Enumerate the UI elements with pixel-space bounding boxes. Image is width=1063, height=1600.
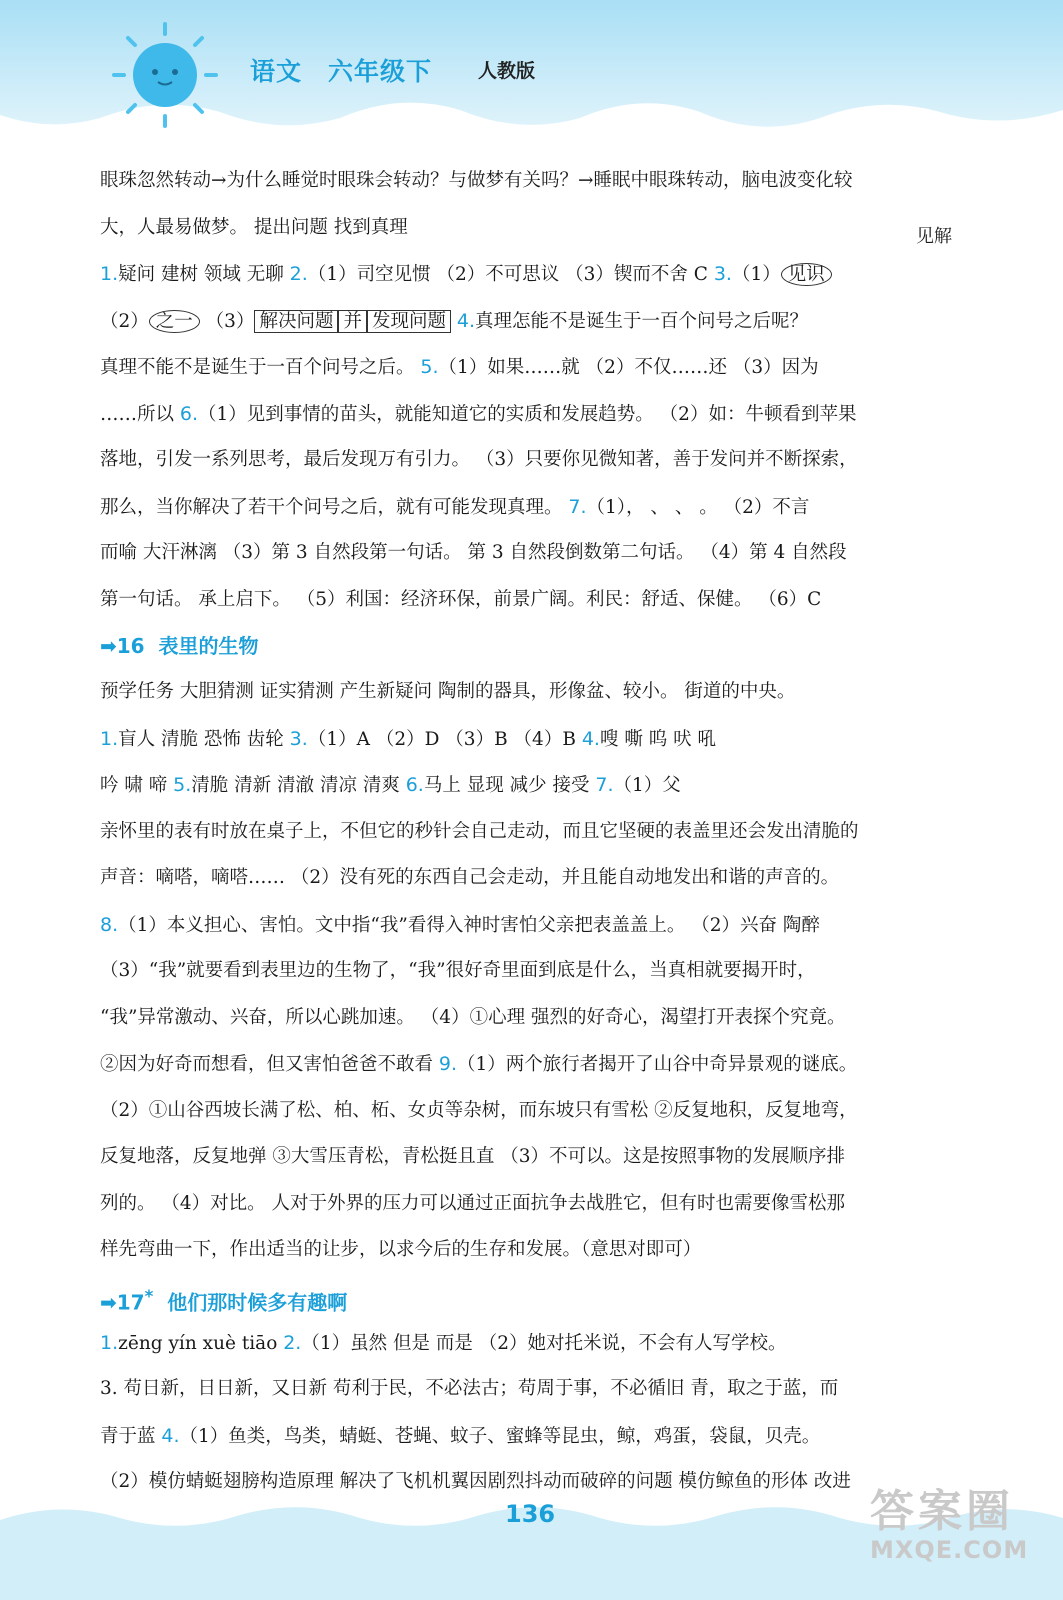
answer-text: 青于蓝 [100, 1425, 162, 1447]
text-line [100, 484, 980, 531]
circled-word: 之一 [149, 310, 200, 333]
section-number: 17 [116, 1290, 145, 1315]
section-heading-17 [100, 1274, 980, 1320]
text-line: （2）①山谷西坡长满了松、柏、柘、女贞等杂树，而东坡只有雪松 ②反复地积，反复地弯， [100, 1099, 858, 1121]
question-number: 1. [100, 1331, 119, 1354]
text-line: 第一句话。 承上启下。 （5）利国：经济环保，前景广阔。利民：舒适、保健。 （6）C [100, 588, 822, 610]
sun-mascot-icon [110, 20, 220, 130]
question-number: 6. [179, 402, 199, 425]
answer-text: 真理怎能不是诞生于一百个问号之后呢？ [475, 310, 809, 332]
answer-text: （1）见到事情的苗头，就能知道它的实质和发展趋势。 （2）如：牛顿看到苹果 [198, 403, 857, 425]
answer-text: 清脆 清新 清澈 清凉 清爽 [191, 775, 406, 796]
text-line: 列的。 （4）对比。 人对于外界的压力可以通过正面抗争去战胜它，但有时也需要像雪松那 [100, 1192, 846, 1214]
boxed-word: 发现问题 [367, 310, 451, 333]
grade-label: 六年级下 [328, 57, 433, 86]
answer-text: 嗖 嘶 呜 吠 吼 [599, 728, 716, 750]
answer-text: （1）司空见惯 （2）不可思议 （3）锲而不舍 C [307, 264, 714, 285]
text-line [100, 902, 980, 949]
text-line: （3）“我”就要看到表里边的生物了，“我”很好奇里面到底是什么，当真相就要揭开时， [100, 960, 816, 981]
text-line: 而喻 大汗淋漓 （3）第 3 自然段第一句话。 第 3 自然段倒数第二句话。 （4）第 4 自然段 [100, 542, 847, 563]
watermark-url: MXQE.COM [870, 1536, 1029, 1564]
question-number: 3. [713, 263, 732, 285]
question-number: 6. [405, 774, 424, 796]
watermark-text: 答案圈 [870, 1486, 1014, 1537]
question-number: 4. [456, 309, 476, 332]
answer-text: （1）A （2）D （3）B （4）B [307, 728, 582, 750]
arrow-icon: ➡ [100, 1290, 117, 1315]
text-line [100, 716, 980, 763]
question-number: 3. [289, 727, 308, 750]
text-line: 大，人最易做梦。 提出问题 找到真理 [100, 216, 408, 238]
answer-text: 真理不能不是诞生于一百个问号之后。 [100, 357, 421, 378]
text-line: 声音：嘀嗒，嘀嗒…… （2）没有死的东西自己会走动，并且能自动地发出和谐的声音的。 [100, 867, 840, 888]
question-number: 1. [100, 727, 119, 750]
text-line: 眼珠忽然转动→为什么睡觉时眼珠会转动？与做梦有关吗？→睡眠中眼珠转动，脑电波变化较 [100, 170, 853, 191]
text-line: 3. 苟日新，日日新，又日新 苟利于民，不必法古；苟周于事，不必循旧 青，取之于蓝，而 [100, 1378, 839, 1399]
book-title [250, 52, 458, 88]
boxed-word: 并 [338, 310, 367, 333]
page-number: 136 [505, 1500, 556, 1528]
star-mark: * [144, 1286, 154, 1306]
question-number: 4. [581, 727, 600, 750]
text-line [100, 1320, 980, 1367]
answer-text: 那么，当你解决了若干个问号之后，就有可能发现真理。 [100, 496, 569, 518]
question-number: 9. [438, 1053, 458, 1075]
answer-text: （3） [199, 310, 255, 332]
text-line: 样先弯曲一下，作出适当的让步，以求今后的生存和发展。（意思对即可） [100, 1239, 702, 1260]
answer-text: ②因为好奇而想看，但又害怕爸爸不敢看 [100, 1054, 439, 1075]
section-title: 他们那时候多有趣啊 [167, 1290, 348, 1315]
question-number: 7. [595, 774, 614, 796]
answer-text: （1）如果……就 （2）不仅……还 （3）因为 [438, 357, 819, 378]
question-number: 5. [420, 356, 439, 378]
section-heading-16 [100, 623, 980, 669]
answer-text: 盲人 清脆 恐怖 齿轮 [118, 728, 290, 750]
edition-label: 人教版 [478, 60, 536, 82]
arrow-icon: ➡ [100, 634, 117, 658]
answer-text: 马上 显现 减少 接受 [423, 775, 596, 796]
text-line [100, 1041, 980, 1088]
circled-word: 见识 [781, 263, 832, 286]
annotation-above-circle: 见解 [916, 226, 952, 247]
section-number: 16 [116, 634, 145, 658]
question-number: 5. [173, 774, 192, 796]
answer-content [100, 158, 980, 1506]
answer-text: （1）本义担心、害怕。文中指“我”看得入神时害怕父亲把表盖盖上。 （2）兴奋 陶醉 [118, 914, 820, 936]
answer-text: zēng yín xuè tiāo [118, 1332, 284, 1354]
watermark [870, 1488, 1028, 1564]
text-line [100, 298, 980, 345]
text-line: “我”异常激动、兴奋，所以心跳加速。 （4）①心理 强烈的好奇心，渴望打开表探个究竟。 [100, 1006, 846, 1028]
text-line [100, 251, 980, 298]
answer-text: （1） [731, 264, 781, 285]
text-line: （2）模仿蜻蜓翅膀构造原理 解决了飞机机翼因剧烈抖动而破碎的问题 模仿鲸鱼的形体 改进 [100, 1471, 851, 1492]
text-line [100, 762, 980, 809]
text-line [100, 391, 980, 438]
answer-text: （1）鱼类，鸟类，蜻蜓、苍蝇、蚊子、蜜蜂等昆虫，鲸，鸡蛋，袋鼠，贝壳。 [179, 1425, 821, 1447]
question-number: 2. [289, 263, 308, 285]
text-line: 预学任务 大胆猜测 证实猜测 产生新疑问 陶制的器具，形像盆、较小。 街道的中央。 [100, 681, 796, 702]
question-number: 8. [100, 913, 119, 936]
text-line [100, 1413, 980, 1460]
text-line: 反复地落，反复地弹 ③大雪压青松，青松挺且直 （3）不可以。这是按照事物的发展顺序排 [100, 1146, 846, 1167]
page-header [0, 0, 1063, 140]
question-number: 7. [568, 495, 587, 518]
answer-text: ……所以 [100, 403, 180, 425]
answer-text: （1）父 [613, 775, 681, 796]
answer-text: （1）， 、 、 。 （2）不言 [586, 496, 810, 518]
subject-label: 语文 [250, 57, 303, 86]
answer-text: 疑问 建树 领域 无聊 [118, 264, 290, 285]
text-line [100, 344, 980, 391]
section-title: 表里的生物 [158, 634, 259, 658]
answer-text: 吟 啸 啼 [100, 775, 174, 796]
text-line: 亲怀里的表有时放在桌子上，不但它的秒针会自己走动，而且它坚硬的表盖里还会发出清脆的 [100, 820, 859, 842]
text-line: 落地，引发一系列思考，最后发现万有引力。 （3）只要你见微知著，善于发问并不断探索， [100, 449, 858, 470]
question-number: 2. [283, 1331, 302, 1354]
question-number: 4. [161, 1424, 180, 1447]
boxed-word: 解决问题 [254, 310, 338, 333]
answer-text: （1）虽然 但是 而是 （2）她对托米说，不会有人写学校。 [301, 1332, 787, 1354]
question-number: 1. [100, 263, 119, 285]
answer-text: （1）两个旅行者揭开了山谷中奇异景观的谜底。 [457, 1054, 858, 1075]
answer-text: （2） [100, 310, 149, 332]
